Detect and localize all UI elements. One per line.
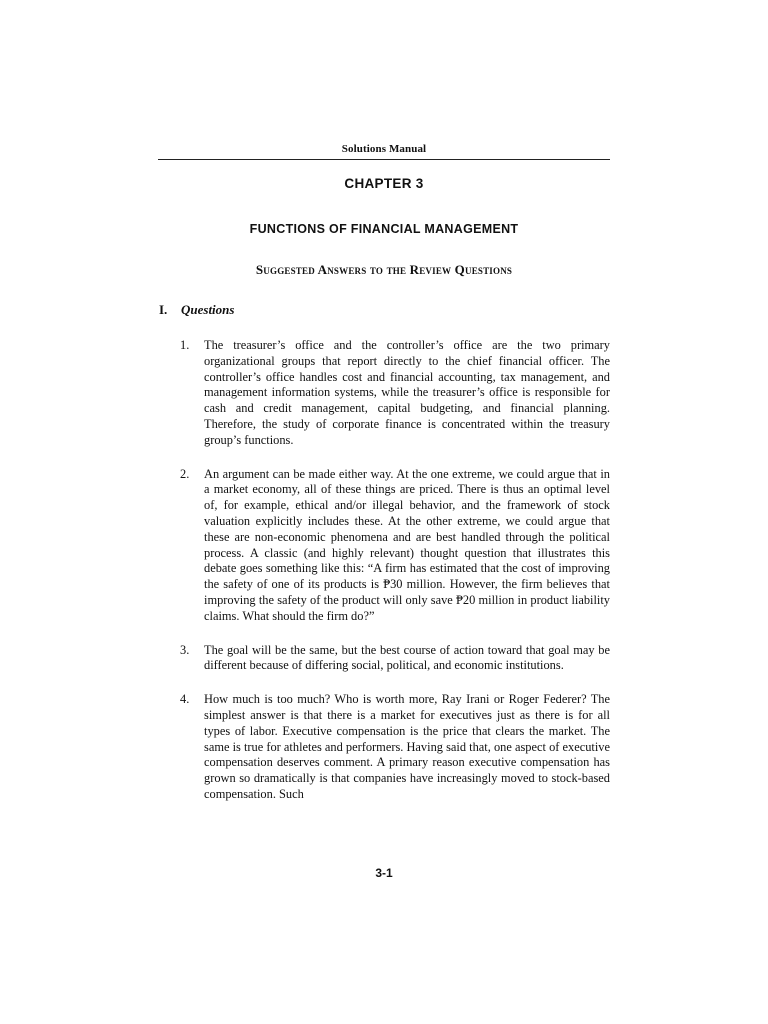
item-text: An argument can be made either way. At the one extreme, we could argue that in a market economy, all of these things are priced. There is thus an optimal level of, for example, ethical and/or illegal behavior, and the framework of stock valuation explicitly includes these. At the other extreme, we could argue that these are non-economic phenomena and are best handled through the political process. A classic (and highly relevant) thought question that illustrates this debate goes something like this: “A firm has estimated that the cost of improving the safety of one of its products is ₱30 million. However, the firm believes that improving the safety of the product will only save ₱20 million in product liability claims. What should the firm do?” [204,466,610,623]
chapter-label: CHAPTER 3 [344,176,424,191]
question-list [180,338,610,821]
section-heading [159,302,234,318]
item-number: 3. [180,642,190,657]
list-item [180,643,610,675]
item-text: The goal will be the same, but the best course of action toward that goal may be different because of differing social, political, and economic institutions. [204,642,610,673]
section-subtitle: Suggested Answers to the Review Questions [255,262,513,277]
list-item [180,692,610,803]
item-number: 1. [180,338,190,352]
running-head: Solutions Manual [341,143,427,155]
chapter-title: FUNCTIONS OF FINANCIAL MANAGEMENT [249,222,519,236]
section-label: Questions [181,302,235,317]
item-text: The treasurer’s office and the controller’s office are the two primary organizational groups that report directly to the chief financial officer. The controller’s office handles cost and financial accounting, tax management, and management information systems, while the treasurer’s office is responsible for cash and credit management, capital budgeting, and financial planning. Therefore, the study of corporate finance is concentrated within the treasury group’s functions. [204,338,610,447]
section-number: I. [159,302,168,317]
item-number: 4. [180,692,190,707]
item-text: How much is too much? Who is worth more, Ray Irani or Roger Federer? The simplest answer is that there is a market for executives just as there is for all types of labor. Executive compensation is the price that clears the market. The same is true for athletes and performers. Having said that, one aspect of executive compensation deserves comment. A primary reason executive compensation has grown so dramatically is that companies have increasingly moved to stock-based compensation. Such [204,692,610,801]
item-number: 2. [180,466,190,481]
header-rule [158,159,610,160]
page-number: 3-1 [375,866,393,880]
list-item [180,338,610,449]
list-item [180,467,610,625]
